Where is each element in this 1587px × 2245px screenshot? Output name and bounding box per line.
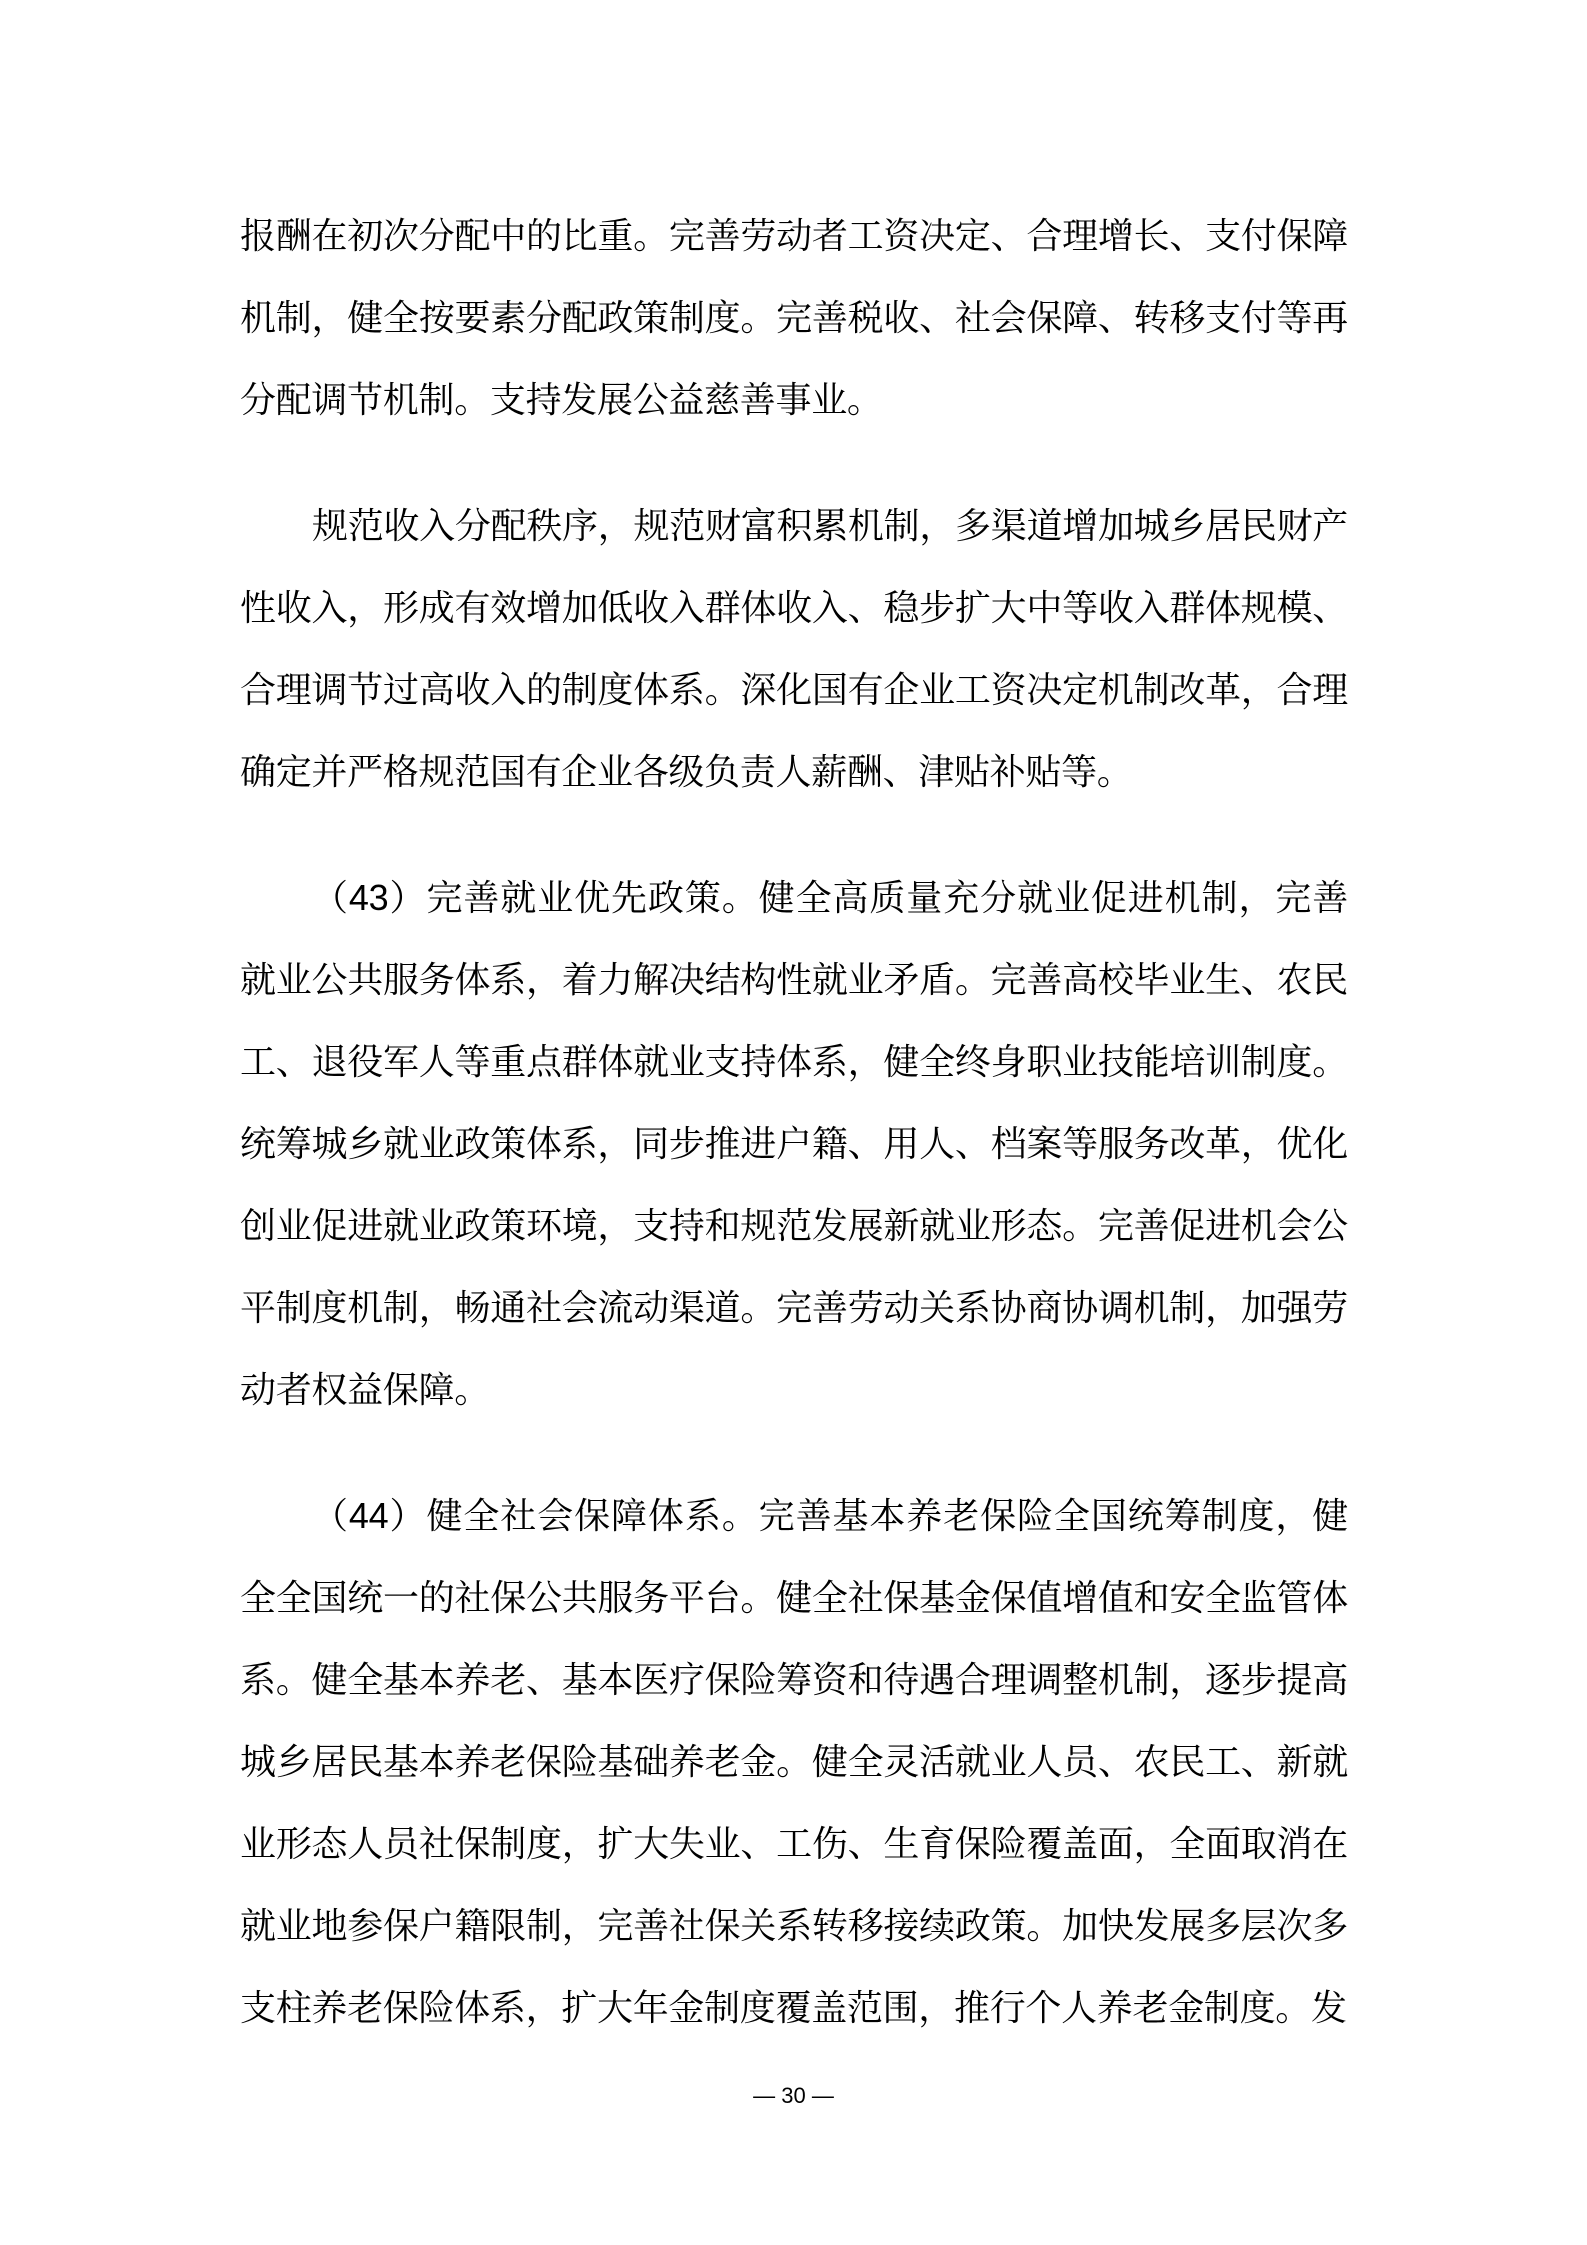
- body-paragraph: （43）完善就业优先政策。健全高质量充分就业促进机制，完善就业公共服务体系，着力解决结构性就业矛盾。完善高校毕业生、农民工、退役军人等重点群体就业支持体系，健全终身职业技能培训制度。统筹城乡就业政策体系，同步推进户籍、用人、档案等服务改革，优化创业促进就业政策环境，支持和规范发展新就业形态。完善促进机会公平制度机制，畅通社会流动渠道。完善劳动关系协商协调机制，加强劳动者权益保障。: [240, 877, 1348, 1410]
- body-paragraph: 规范收入分配秩序，规范财富积累机制，多渠道增加城乡居民财产性收入，形成有效增加低收入群体收入、稳步扩大中等收入群体规模、合理调节过高收入的制度体系。深化国有企业工资决定机制改革，合理确定并严格规范国有企业各级负责人薪酬、津贴补贴等。: [240, 505, 1348, 792]
- body-paragraph: （44）健全社会保障体系。完善基本养老保险全国统筹制度，健全全国统一的社保公共服务平台。健全社保基金保值增值和安全监管体系。健全基本养老、基本医疗保险筹资和待遇合理调整机制，逐步提高城乡居民基本养老保险基础养老金。健全灵活就业人员、农民工、新就业形态人员社保制度，扩大失业、工伤、生育保险覆盖面，全面取消在就业地参保户籍限制，完善社保关系转移接续政策。加快发展多层次多支柱养老保险体系，扩大年金制度覆盖范围，推行个人养老金制度。发: [240, 1495, 1348, 2028]
- document-body: [240, 195, 1348, 2049]
- page-number: — 30 —: [753, 2083, 834, 2108]
- body-paragraph: 报酬在初次分配中的比重。完善劳动者工资决定、合理增长、支付保障机制，健全按要素分配政策制度。完善税收、社会保障、转移支付等再分配调节机制。支持发展公益慈善事业。: [240, 215, 1348, 420]
